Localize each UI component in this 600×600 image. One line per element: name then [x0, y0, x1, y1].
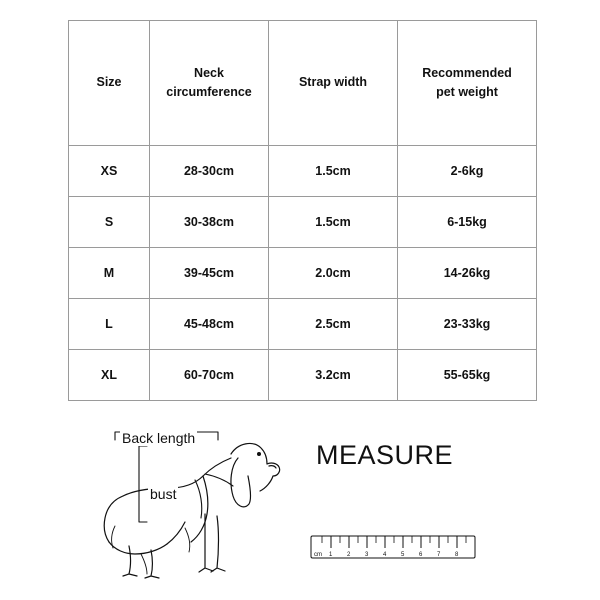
- table-row: [69, 350, 537, 401]
- column-header-size-label: Size: [96, 75, 122, 90]
- cell-weight: 55-65kg: [398, 350, 537, 401]
- cell-strap: 1.5cm: [269, 146, 398, 197]
- bust-label: bust: [150, 486, 177, 502]
- cell-weight: 6-15kg: [398, 197, 537, 248]
- column-header-strap-label: Strap width: [298, 75, 368, 90]
- table-header: [69, 21, 537, 146]
- ruler-tick-4: 4: [383, 552, 387, 558]
- column-header-size: [69, 21, 150, 146]
- column-header-weight: [398, 21, 537, 146]
- cell-neck: 39-45cm: [150, 248, 269, 299]
- column-header-weight-line1: Recommended: [422, 65, 512, 80]
- ruler-tick-3: 3: [365, 552, 369, 558]
- ruler-tick-2: 2: [347, 552, 351, 558]
- cell-neck: 28-30cm: [150, 146, 269, 197]
- table-row: [69, 197, 537, 248]
- ruler-tick-8: 8: [455, 552, 459, 558]
- cell-weight: 14-26kg: [398, 248, 537, 299]
- ruler-tick-7: 7: [437, 552, 441, 558]
- ruler-unit-label: cm: [314, 552, 322, 558]
- cell-neck: 45-48cm: [150, 299, 269, 350]
- column-header-neck-line2: circumference: [166, 85, 252, 99]
- table-header-row: [69, 21, 537, 146]
- table-row: [69, 146, 537, 197]
- cell-size: M: [69, 248, 150, 299]
- ruler-tick-1: 1: [329, 552, 333, 558]
- cell-strap: 3.2cm: [269, 350, 398, 401]
- cell-neck: 30-38cm: [150, 197, 269, 248]
- cell-size: L: [69, 299, 150, 350]
- cell-weight: 23-33kg: [398, 299, 537, 350]
- measure-title: MEASURE: [316, 440, 454, 470]
- ruler-tick-5: 5: [401, 552, 405, 558]
- size-chart-table: [68, 20, 537, 401]
- column-header-neck: [150, 21, 269, 146]
- cell-size: XS: [69, 146, 150, 197]
- cell-strap: 2.0cm: [269, 248, 398, 299]
- ruler-tick-6: 6: [419, 552, 423, 558]
- column-header-neck-line1: Neck: [194, 65, 224, 80]
- measure-diagram: [0, 418, 600, 600]
- table-body: [69, 146, 537, 401]
- table-row: [69, 299, 537, 350]
- cell-neck: 60-70cm: [150, 350, 269, 401]
- cell-strap: 2.5cm: [269, 299, 398, 350]
- cell-size: XL: [69, 350, 150, 401]
- ruler-icon: [310, 530, 480, 570]
- column-header-strap: [269, 21, 398, 146]
- table-row: [69, 248, 537, 299]
- cell-strap: 1.5cm: [269, 197, 398, 248]
- back-length-label: Back length: [122, 430, 196, 446]
- column-header-weight-line2: pet weight: [436, 85, 498, 99]
- cell-weight: 2-6kg: [398, 146, 537, 197]
- cell-size: S: [69, 197, 150, 248]
